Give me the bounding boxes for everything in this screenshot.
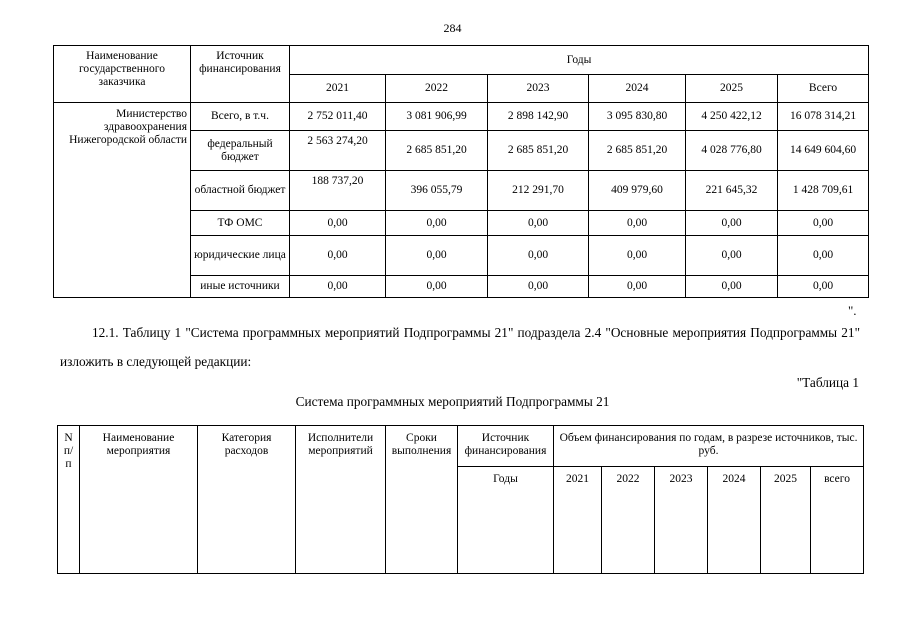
cell-value: 0,00 [686,236,778,276]
year-header: 2022 [386,75,488,103]
cell-value: 0,00 [778,211,869,236]
cell-value: 0,00 [778,276,869,298]
cell-value: 0,00 [778,236,869,276]
page-number: 284 [443,21,462,35]
table-label: "Таблица 1 [796,375,859,390]
cell-value: 0,00 [386,236,488,276]
header-customer: Наименование государственного заказчика [54,46,191,103]
cell-value: 221 645,32 [686,171,778,211]
closing-quote: ". [848,303,857,318]
row-source: юридические лица [191,236,290,276]
cell-value: 212 291,70 [488,171,589,211]
cell-value: 16 078 314,21 [778,103,869,131]
subheader-year: 2023 [655,467,708,574]
year-header: 2021 [290,75,386,103]
cell-value: 2 898 142,90 [488,103,589,131]
cell-value: 14 649 604,60 [778,131,869,171]
agency-name: Министерство здравоохранения Нижегородской области [54,103,191,298]
header-executors: Исполнители мероприятий [296,426,386,574]
subheader-year: 2021 [554,467,602,574]
cell-value: 0,00 [589,211,686,236]
cell-value: 409 979,60 [589,171,686,211]
header-years: Годы [290,46,869,75]
cell-value: 4 028 776,80 [686,131,778,171]
cell-value: 0,00 [488,211,589,236]
header-volume: Объем финансирования по годам, в разрезе источников, тыс. руб. [554,426,864,467]
cell-value: 0,00 [290,211,386,236]
cell-value: 0,00 [686,276,778,298]
row-source: Всего, в т.ч. [191,103,290,131]
cell-value: 0,00 [488,276,589,298]
total-header: Всего [778,75,869,103]
subheader-year: 2024 [708,467,761,574]
header-source: Источник финансирования [458,426,554,467]
cell-value: 0,00 [290,236,386,276]
subheader-year: 2022 [602,467,655,574]
cell-value: 2 563 274,20 [290,131,386,171]
cell-value: 0,00 [589,276,686,298]
program-activities-table [57,425,864,574]
cell-value: 0,00 [686,211,778,236]
cell-value: 188 737,20 [290,171,386,211]
header-source: Источник финансирования [191,46,290,103]
cell-value: 2 685 851,20 [386,131,488,171]
financing-table [53,45,869,298]
table-title: Система программных мероприятий Подпрограммы 21 [295,394,610,409]
row-source: ТФ ОМС [191,211,290,236]
header-num: N п/п [58,426,80,574]
header-activity-name: Наименование мероприятия [80,426,198,574]
subheader-years: Годы [458,467,554,574]
cell-value: 1 428 709,61 [778,171,869,211]
cell-value: 3 095 830,80 [589,103,686,131]
cell-value: 396 055,79 [386,171,488,211]
row-source: иные источники [191,276,290,298]
cell-value: 0,00 [589,236,686,276]
year-header: 2024 [589,75,686,103]
cell-value: 0,00 [386,276,488,298]
subheader-year: 2025 [761,467,811,574]
year-header: 2023 [488,75,589,103]
row-source: областной бюджет [191,171,290,211]
cell-value: 2 685 851,20 [488,131,589,171]
amendment-paragraph: 12.1. Таблицу 1 "Система программных мероприятий Подпрограммы 21" подраздела 2.4 "Основные мероприятия Подпрограммы 21" изложить в следующей редакции: [60,325,860,369]
cell-value: 0,00 [488,236,589,276]
year-header: 2025 [686,75,778,103]
cell-value: 2 685 851,20 [589,131,686,171]
header-category: Категория расходов [198,426,296,574]
cell-value: 3 081 906,99 [386,103,488,131]
row-source: федеральный бюджет [191,131,290,171]
header-terms: Сроки выполнения [386,426,458,574]
subheader-total: всего [811,467,864,574]
cell-value: 0,00 [290,276,386,298]
cell-value: 2 752 011,40 [290,103,386,131]
cell-value: 0,00 [386,211,488,236]
cell-value: 4 250 422,12 [686,103,778,131]
